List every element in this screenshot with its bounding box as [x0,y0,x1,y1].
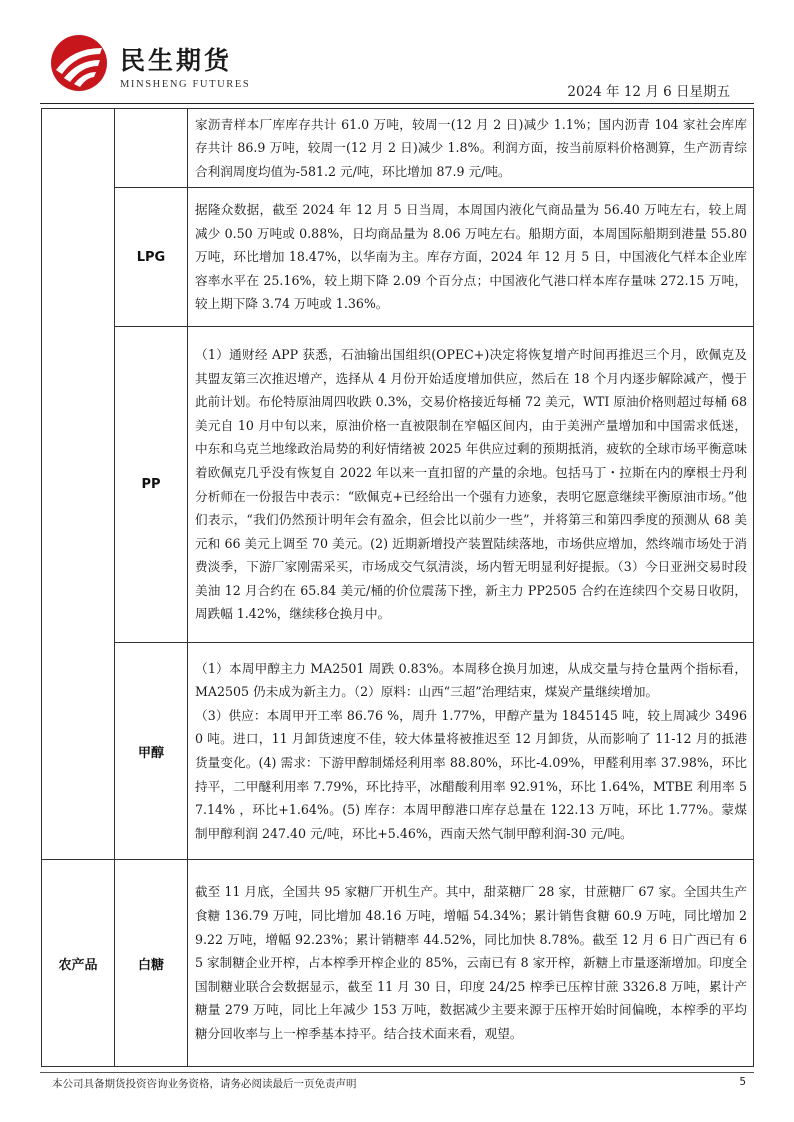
page-number: 5 [739,1076,746,1088]
analysis-cell [188,643,754,860]
table-row [42,643,754,860]
product-cell: 甲醇 [115,643,188,860]
brand-name-english: MINSHENG FUTURES [120,79,251,90]
table-row [42,188,754,327]
table-row [42,109,754,188]
product-cell: 白糖 [115,860,188,1067]
product-cell: PP [115,327,188,643]
header-divider [40,103,754,104]
analysis-paragraph: （1）本周甲醇主力 MA2501 周跌 0.83%。本周移仓换月加速，从成交量与持仓量两个指标看，MA2505 仍未成为新主力。（2）原料：山西“三超”治理结束，煤炭产量继续增加。 [195,660,747,700]
analysis-cell [188,860,754,1067]
minsheng-logo-icon [50,34,108,92]
analysis-cell [188,188,754,327]
sector-cell: 农产品 [42,860,115,1067]
analysis-paragraph: （3）供应：本周甲开工率 86.76 %，周升 1.77%，甲醇产量为 1845145 吨，较上周减少 34960 吨。进口，11 月卸货速度不佳，较大体量将被推迟至 12 月卸货，从而影响了 11-12 月的抵港货量变化。(4) 需求：下游甲醇制烯烃利用率 88.80%，环比-4.09%，甲醛利用率 37.98%，环比持平，二甲醚利用率 7.79%，环比持平，冰醋酸利用率 92.91%，环比 1.64%，MTBE 利用率 57.14% ，环比+1.64%。(5) 库存：本周甲醇港口库存总量在 122.13 万吨，环比 1.77%。蒙煤制甲醇利润 247.40 元/吨，环比+5.46%，西南天然气制甲醇利润-30 元/吨。 [195,707,747,841]
sector-cell [42,109,115,860]
analysis-paragraph: 家沥青样本厂库库存共计 61.0 万吨，较周一(12 月 2 日)减少 1.1%；国内沥青 104 家社会库库存共计 86.9 万吨，较周一(12 月 2 日)减少 1.8%。利润方面，按当前原料价格测算，生产沥青综合利润周度均值为-581.2 元/吨，环比增加 87.9 元/吨。 [195,116,747,179]
product-cell [115,109,188,188]
page-header [0,0,794,110]
analysis-cell [188,327,754,643]
analysis-paragraph: 据隆众数据，截至 2024 年 12 月 5 日当周，本周国内液化气商品量为 56.40 万吨左右，较上周减少 0.50 万吨或 0.88%，日均商品量为 8.06 万吨左右。船期方面，本周国际船期到港量 55.80 万吨，环比增加 18.47%，以华南为主。库存方面，2024 年 12 月 5 日，中国液化气样本企业库容率水平在 25.16%，较上期下降 2.09 个百分点；中国液化气港口样本库存量味 272.15 万吨，较上期下降 3.74 万吨或 1.36%。 [195,202,747,312]
product-cell: LPG [115,188,188,327]
table-row [42,860,754,1067]
analysis-paragraph: 截至 11 月底，全国共 95 家糖厂开机生产。其中，甜菜糖厂 28 家，甘蔗糖厂 67 家。全国共生产食糖 136.79 万吨，同比增加 48.16 万吨，增幅 54.34%；累计销售食糖 60.9 万吨，同比增加 29.22 万吨，增幅 92.23%；累计销糖率 44.52%，同比加快 8.78%。截至 12 月 6 日广西已有 65 家制糖企业开榨，占本榨季开榨企业的 85%，云南已有 8 家开榨，新糖上市量逐渐增加。印度全国制糖业联合会数据显示，截至 11 月 30 日，印度 24/25 榨季已压榨甘蔗 3326.8 万吨，累计产糖量 279 万吨，同比上年减少 153 万吨，数据减少主要来源于压榨开始时间偏晚，本榨季的平均糖分回收率与上一榨季基本持平。结合技术面来看，观望。 [195,884,747,1041]
table-row [42,327,754,643]
commodity-analysis-table [41,108,754,1067]
analysis-paragraph: （1）通财经 APP 获悉，石油输出国组织(OPEC+)决定将恢复增产时间再推迟三个月，欧佩克及其盟友第三次推迟增产，选择从 4 月份开始适度增加供应，然后在 18 个月内逐步解除减产，慢于此前计划。布伦特原油周四收跌 0.3%，交易价格接近每桶 72 美元，WTI 原油价格则超过每桶 68 美元自 10 月中旬以来，原油价格一直被限制在窄幅区间内，由于美洲产量增加和中国需求低迷，中东和乌克兰地缘政治局势的利好情绪被 2025 年供应过剩的预期抵消，疲软的全球市场平衡意味着欧佩克几乎没有恢复自 2022 年以来一直扣留的产量的余地。包括马丁・拉斯在内的摩根士丹利分析师在一份报告中表示：“欧佩克+已经给出一个强有力迹象，表明它愿意继续平衡原油市场。”他们表示，“我们仍然预计明年会有盈余，但会比以前少一些”，并将第三和第四季度的预测从 68 美元和 66 美元上调至 70 美元。(2) 近期新增投产装置陆续落地，市场供应增加，然终端市场处于消费淡季，下游厂家刚需采买，市场成交气氛清淡，场内暂无明显利好提振。（3）今日亚洲交易时段美油 12 月合约在 65.84 美元/桶的价位震荡下挫，新主力 PP2505 合约在连续四个交易日收阴，周跌幅 1.42%，继续移仓换月中。 [195,346,747,622]
report-date: 2024 年 12 月 6 日星期五 [567,84,730,100]
brand-name: 民生期货 [120,46,233,75]
footer-divider [40,1072,754,1073]
footer-disclaimer: 本公司具备期货投资咨询业务资格，请务必阅读最后一页免责声明 [52,1078,357,1090]
analysis-cell [188,109,754,188]
